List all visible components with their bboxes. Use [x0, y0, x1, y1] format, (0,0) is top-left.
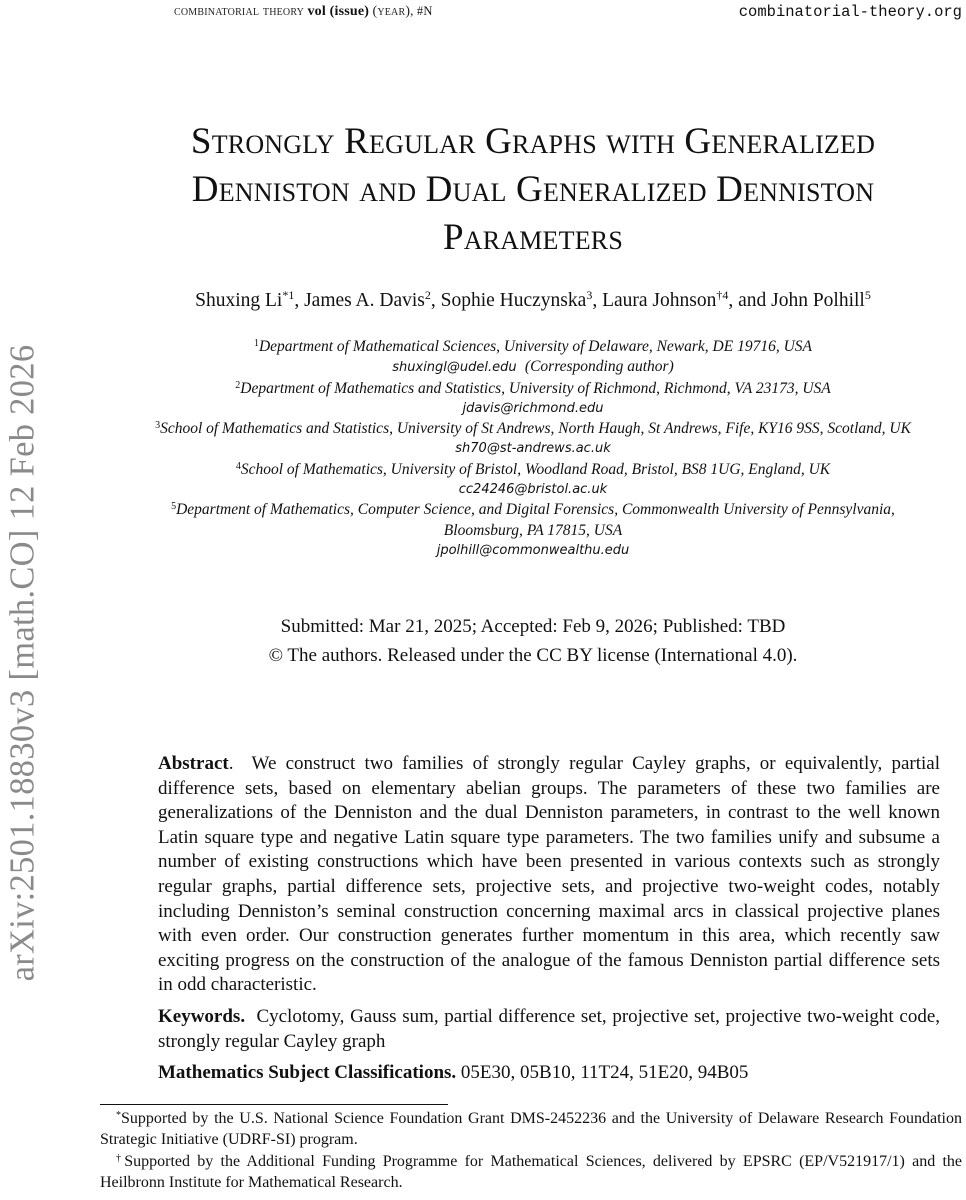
author-marks: 2 — [424, 288, 431, 302]
affiliation — [100, 500, 966, 520]
affiliation-text: School of Mathematics, University of Bristol, Woodland Road, Bristol, BS8 1UG, England, UK — [240, 460, 831, 478]
author-email — [100, 399, 966, 419]
submission-dates: Submitted: Mar 21, 2025; Accepted: Feb 9, 2026; Published: TBD — [280, 616, 786, 637]
abstract-section — [158, 752, 940, 1086]
author-marks: 3 — [586, 288, 593, 302]
affiliation-continued: Bloomsburg, PA 17815, USA — [443, 521, 623, 539]
author-marks: †4 — [716, 288, 729, 302]
journal-site-link[interactable]: combinatorial-theory.org — [738, 3, 962, 21]
journal-year: (year) — [372, 4, 411, 19]
affiliation-number: 1 — [253, 338, 259, 349]
footnote — [100, 1109, 962, 1150]
journal-name: combinatorial theory — [174, 4, 305, 19]
keywords-text: Cyclotomy, Gauss sum, partial difference set, projective set, projective two-weight code, strongly regular Cayley graph — [158, 1005, 941, 1052]
author-list — [100, 288, 966, 314]
volume-issue: vol (issue) — [307, 4, 370, 19]
author-email — [100, 541, 966, 561]
keywords — [158, 1005, 940, 1054]
abstract-text: We construct two families of strongly regular Cayley graphs, or equivalently, partial difference sets, based on elementary abelian groups. The parameters of these two families are generalizations of the Denniston and the dual Denniston parameters, in contrast to the well known Latin square type and negative Latin square type parameters. The two families unify and subsume a number of existing constructions which have been presented in various contexts such as strongly regular graphs, partial difference sets, projective sets, and projective two-weight codes, notably including Denniston’s seminal construction concerning maximal arcs in classical projective planes with even order. Our construction generates further momentum in this area, which recently saw exciting progress on the construction of the analogue of the famous Denniston partial difference sets in odd characteristic. — [158, 753, 940, 996]
affiliation-number: 2 — [235, 379, 241, 391]
author-separator: , — [430, 290, 441, 311]
author-name: Shuxing Li — [195, 290, 283, 311]
affiliations — [100, 337, 966, 561]
author-separator: , — [294, 290, 305, 311]
affiliation-number: 5 — [171, 501, 177, 513]
affiliation — [100, 419, 966, 439]
keywords-label: Keywords. — [158, 1005, 246, 1027]
affiliation-text: School of Mathematics and Statistics, University of St Andrews, North Haugh, St Andrews, Fife, KY16 9SS, Scotland, UK — [160, 420, 911, 438]
subject-classifications — [158, 1061, 940, 1086]
footnote-divider — [100, 1104, 448, 1105]
author-email — [100, 357, 966, 378]
license-statement: © The authors. Released under the CC BY license (International 4.0). — [268, 645, 798, 666]
journal-citation — [174, 4, 433, 20]
footnote-text: Supported by the U.S. National Science Foundation Grant DMS-2452236 and the University of Delaware Research Foundation Strategic Initiative (UDRF-SI) program. — [100, 1110, 962, 1148]
publication-info — [100, 612, 966, 670]
email-link[interactable]: jpolhill@commonwealthu.edu — [436, 542, 630, 558]
abstract-label-punct: . — [228, 753, 234, 774]
affiliation-number: 4 — [235, 460, 241, 472]
msc-codes: 05E30, 05B10, 11T24, 51E20, 94B05 — [460, 1062, 749, 1084]
affiliation — [100, 337, 966, 357]
author-separator: , — [592, 290, 603, 311]
author-name: James A. Davis — [304, 290, 425, 311]
author-name: Laura Johnson — [602, 290, 717, 311]
paper-title — [100, 118, 966, 262]
title-line: Denniston and Dual Generalized Denniston — [191, 169, 875, 210]
author-marks: 5 — [864, 288, 871, 302]
author-email — [100, 480, 966, 500]
email-link[interactable]: sh70@st-andrews.ac.uk — [455, 441, 611, 457]
author-name: John Polhill — [771, 290, 865, 311]
title-line: Strongly Regular Graphs with Generalized — [190, 121, 876, 162]
footnote-mark: * — [116, 1110, 121, 1121]
arxiv-identifier: arXiv:2501.18830v3 [math.CO] 12 Feb 2026 — [3, 344, 42, 982]
author-name: Sophie Huczynska — [440, 290, 587, 311]
issue-number: , #N — [410, 4, 433, 18]
abstract — [158, 752, 940, 998]
affiliation-text: Department of Mathematics and Statistics, University of Richmond, Richmond, VA 23173, USA — [240, 379, 831, 397]
running-head — [0, 4, 966, 24]
corresponding-note: (Corresponding author) — [524, 358, 674, 376]
affiliation-text: Department of Mathematical Sciences, University of Delaware, Newark, DE 19716, USA — [258, 338, 812, 355]
msc-label: Mathematics Subject Classifications. — [158, 1062, 457, 1084]
abstract-label: Abstract — [158, 753, 229, 774]
author-separator: , and — [728, 290, 772, 311]
email-link[interactable]: jdavis@richmond.edu — [462, 400, 604, 416]
title-line: Parameters — [442, 217, 624, 258]
author-email — [100, 439, 966, 459]
email-link[interactable]: shuxingl@udel.edu — [392, 360, 517, 376]
affiliation-text: Department of Mathematics, Computer Science, and Digital Forensics, Commonwealth University of Pennsylvania, — [176, 501, 895, 519]
affiliation-number: 3 — [155, 420, 161, 432]
affiliation — [100, 460, 966, 480]
footnote-text: Supported by the Additional Funding Programme for Mathematical Sciences, delivered by EPSRC (EP/V521917/1) and the Heilbronn Institute for Mathematical Research. — [100, 1153, 962, 1191]
email-link[interactable]: cc24246@bristol.ac.uk — [458, 482, 608, 498]
footnote — [100, 1152, 962, 1193]
footnote-mark: † — [116, 1153, 125, 1164]
arxiv-stamp — [3, 310, 43, 1016]
footnotes — [100, 1109, 962, 1195]
author-marks: *1 — [282, 288, 295, 302]
affiliation — [100, 379, 966, 399]
